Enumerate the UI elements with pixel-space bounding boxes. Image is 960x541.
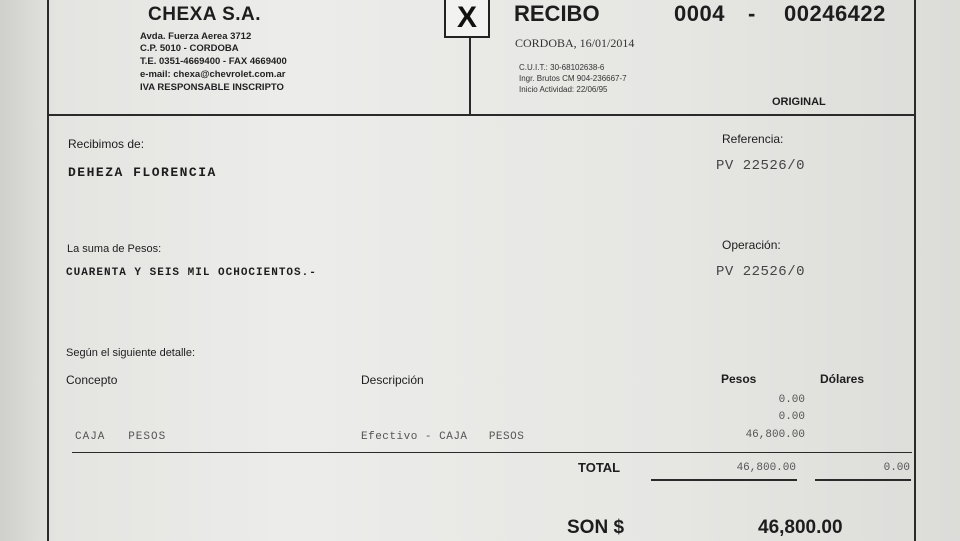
column-header-pesos: Pesos (721, 372, 757, 386)
receipt-cuit: C.U.I.T.: 30-68102638-6 (519, 63, 605, 72)
receipt-place-date: CORDOBA, 16/01/2014 (515, 36, 635, 50)
sum-value: CUARENTA Y SEIS MIL OCHOCIENTOS.- (66, 267, 317, 279)
column-header-concept: Concepto (66, 373, 118, 387)
receipt-number-separator: - (748, 1, 756, 26)
receipt-ingresos-brutos: Ingr. Brutos CM 904-236667-7 (519, 74, 627, 83)
column-header-dollars: Dólares (820, 372, 865, 386)
column-header-description: Descripción (361, 373, 424, 387)
total-dollars-underline (815, 479, 911, 481)
table-row-2-pesos: 0.00 (778, 411, 805, 423)
reference-value: PV 22526/0 (716, 158, 806, 174)
frame-right-line (914, 0, 916, 541)
sum-label: La suma de Pesos: (67, 243, 162, 255)
table-row-3-description: Efectivo - CAJA PESOS (361, 431, 525, 443)
receipt-type-letter: X (444, 0, 490, 38)
son-amount: 46,800.00 (758, 517, 843, 538)
son-label: SON $ (567, 517, 625, 538)
table-row-1-pesos: 0.00 (778, 394, 805, 406)
reference-label: Referencia: (722, 132, 784, 146)
table-row-3-concept: CAJA PESOS (75, 431, 167, 443)
frame-left-line (47, 0, 49, 541)
total-dollars: 0.00 (883, 462, 910, 474)
company-email: e-mail: chexa@chevrolet.com.ar (140, 69, 286, 80)
company-phone: T.E. 0351-4669400 - FAX 4669400 (140, 56, 287, 67)
operation-value: PV 22526/0 (716, 264, 806, 280)
total-label: TOTAL (578, 460, 621, 475)
receipt-title: RECIBO (514, 1, 600, 26)
header-bottom-line (47, 114, 916, 116)
receipt-point-of-sale: 0004 (674, 1, 725, 26)
total-pesos: 46,800.00 (736, 462, 796, 474)
company-postal: C.P. 5010 - CORDOBA (140, 43, 239, 54)
company-iva: IVA RESPONSABLE INSCRIPTO (140, 82, 284, 93)
receipt-number: 00246422 (784, 1, 886, 26)
company-name: CHEXA S.A. (148, 4, 262, 25)
total-pesos-underline (651, 479, 797, 481)
table-row-3-pesos: 46,800.00 (745, 429, 805, 441)
received-from-value: DEHEZA FLORENCIA (68, 165, 217, 180)
received-from-label: Recibimos de: (68, 137, 145, 151)
receipt-inicio-actividad: Inicio Actividad: 22/06/95 (519, 85, 608, 94)
detail-label: Según el siguiente detalle: (66, 347, 196, 359)
company-address: Avda. Fuerza Aerea 3712 (140, 31, 252, 42)
detail-separator-line (72, 452, 912, 453)
operation-label: Operación: (722, 238, 781, 252)
receipt-copy-label: ORIGINAL (772, 96, 826, 108)
